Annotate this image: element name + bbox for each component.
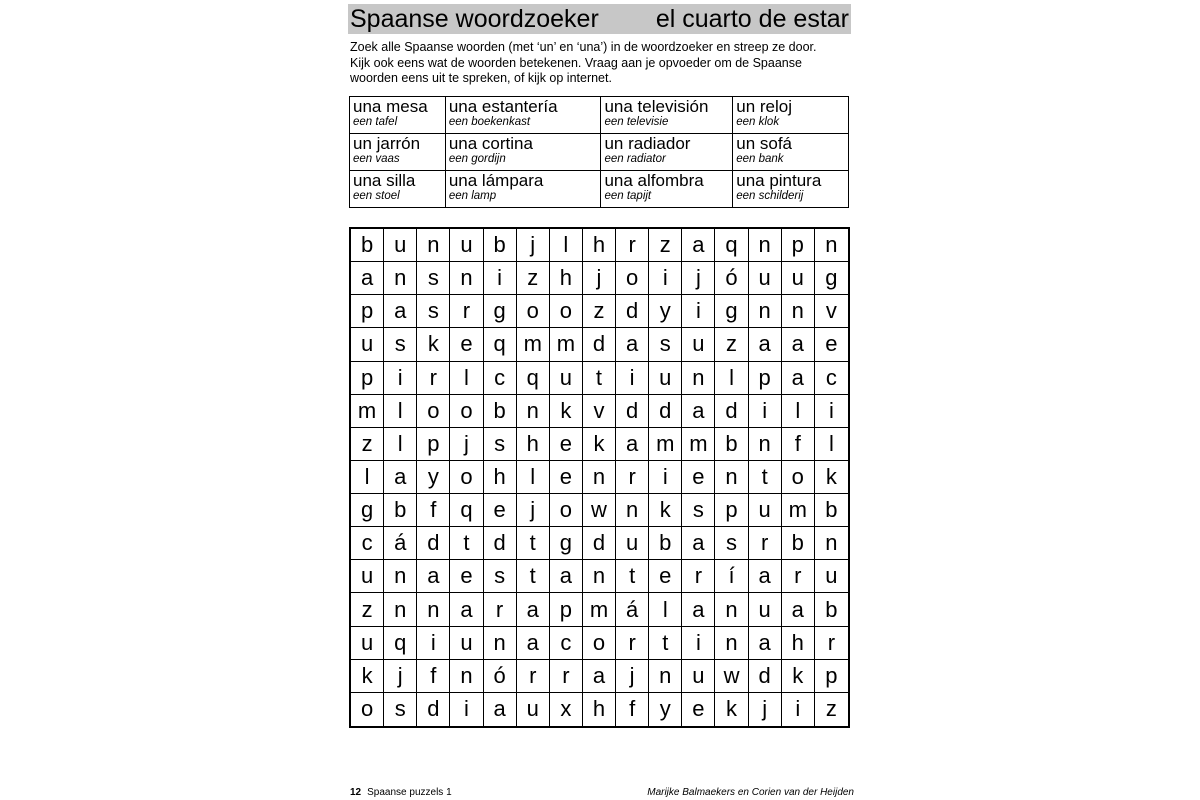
grid-letter-cell[interactable]: h bbox=[517, 428, 550, 461]
grid-letter-cell[interactable]: n bbox=[815, 527, 848, 560]
grid-letter-cell[interactable]: l bbox=[815, 428, 848, 461]
grid-letter-cell[interactable]: s bbox=[484, 428, 517, 461]
grid-letter-cell[interactable]: q bbox=[517, 362, 550, 395]
vocabulary-cell bbox=[350, 171, 446, 208]
vocabulary-cell bbox=[601, 171, 733, 208]
grid-letter-cell[interactable]: l bbox=[715, 362, 748, 395]
grid-letter-cell[interactable]: u bbox=[450, 229, 483, 262]
grid-letter-cell[interactable]: r bbox=[450, 295, 483, 328]
grid-letter-cell[interactable]: r bbox=[417, 362, 450, 395]
vocabulary-cell bbox=[350, 97, 446, 134]
grid-letter-cell[interactable]: p bbox=[351, 295, 384, 328]
grid-letter-cell[interactable]: o bbox=[450, 395, 483, 428]
dutch-translation: een vaas bbox=[353, 153, 400, 165]
grid-letter-cell[interactable]: n bbox=[782, 295, 815, 328]
grid-letter-cell[interactable]: o bbox=[550, 494, 583, 527]
grid-letter-cell[interactable]: t bbox=[616, 560, 649, 593]
grid-letter-cell[interactable]: n bbox=[715, 593, 748, 626]
grid-letter-cell[interactable]: a bbox=[749, 328, 782, 361]
grid-letter-cell[interactable]: i bbox=[782, 693, 815, 726]
grid-letter-cell[interactable]: b bbox=[649, 527, 682, 560]
dutch-translation: een boekenkast bbox=[448, 116, 531, 128]
grid-letter-cell[interactable]: o bbox=[616, 262, 649, 295]
spanish-word: una televisión bbox=[604, 97, 709, 116]
vocabulary-cell bbox=[733, 171, 849, 208]
grid-letter-cell[interactable]: b bbox=[715, 428, 748, 461]
grid-letter-cell[interactable]: z bbox=[351, 428, 384, 461]
grid-letter-cell[interactable]: d bbox=[749, 660, 782, 693]
book-title: Spaanse puzzels 1 bbox=[367, 787, 452, 798]
grid-letter-cell[interactable]: q bbox=[715, 229, 748, 262]
grid-letter-cell[interactable]: u bbox=[749, 494, 782, 527]
grid-letter-cell[interactable]: z bbox=[825, 696, 837, 722]
grid-letter-cell[interactable]: b bbox=[484, 229, 517, 262]
grid-letter-cell[interactable]: l bbox=[550, 229, 583, 262]
grid-letter-cell[interactable]: á bbox=[384, 527, 417, 560]
grid-letter-cell[interactable]: g bbox=[351, 494, 384, 527]
grid-letter-cell[interactable]: í bbox=[715, 560, 748, 593]
grid-letter-cell[interactable]: a bbox=[351, 262, 384, 295]
grid-letter-cell[interactable]: i bbox=[384, 362, 417, 395]
dutch-translation: een gordijn bbox=[448, 153, 506, 165]
grid-letter-cell[interactable]: p bbox=[815, 660, 848, 693]
dutch-translation: een tapijt bbox=[604, 190, 652, 202]
grid-letter-cell[interactable]: a bbox=[782, 593, 815, 626]
grid-letter-cell[interactable]: c bbox=[351, 527, 384, 560]
word-search-grid bbox=[349, 227, 850, 728]
grid-letter-cell[interactable]: u bbox=[351, 328, 384, 361]
grid-letter-cell[interactable]: a bbox=[782, 362, 815, 395]
grid-letter-cell[interactable]: f bbox=[417, 660, 450, 693]
grid-letter-cell[interactable]: u bbox=[351, 627, 384, 660]
grid-letter-cell[interactable]: m bbox=[351, 395, 384, 428]
grid-letter-cell[interactable]: r bbox=[616, 229, 649, 262]
grid-letter-cell[interactable]: l bbox=[649, 593, 682, 626]
spanish-word: una pintura bbox=[736, 171, 822, 190]
dutch-translation: een radiator bbox=[604, 153, 666, 165]
grid-letter-cell[interactable]: a bbox=[384, 295, 417, 328]
dutch-translation: een televisie bbox=[604, 116, 669, 128]
grid-letter-cell[interactable]: u bbox=[649, 362, 682, 395]
grid-letter-cell[interactable]: p bbox=[417, 428, 450, 461]
vocabulary-cell bbox=[350, 134, 446, 171]
grid-letter-cell[interactable]: b bbox=[484, 395, 517, 428]
spanish-word: una cortina bbox=[448, 134, 533, 153]
grid-letter-cell[interactable]: o bbox=[517, 295, 550, 328]
grid-letter-cell[interactable]: a bbox=[682, 527, 715, 560]
grid-letter-cell[interactable]: j bbox=[583, 262, 616, 295]
grid-letter-cell[interactable]: i bbox=[682, 627, 715, 660]
page-topic: el cuarto de estar bbox=[655, 5, 849, 33]
grid-letter-cell[interactable]: k bbox=[583, 428, 616, 461]
grid-letter-cell[interactable]: h bbox=[782, 627, 815, 660]
grid-letter-cell[interactable]: i bbox=[682, 295, 715, 328]
grid-letter-cell[interactable]: d bbox=[715, 395, 748, 428]
grid-letter-cell[interactable]: n bbox=[417, 593, 450, 626]
grid-letter-cell[interactable]: t bbox=[583, 362, 616, 395]
grid-letter-cell[interactable]: z bbox=[351, 593, 384, 626]
grid-letter-cell[interactable]: p bbox=[715, 494, 748, 527]
grid-letter-cell[interactable]: s bbox=[417, 295, 450, 328]
grid-letter-cell[interactable]: i bbox=[649, 461, 682, 494]
grid-letter-cell[interactable]: d bbox=[616, 395, 649, 428]
grid-letter-cell[interactable]: z bbox=[715, 328, 748, 361]
grid-letter-cell[interactable]: t bbox=[749, 461, 782, 494]
grid-letter-cell[interactable]: a bbox=[550, 560, 583, 593]
grid-letter-cell[interactable]: h bbox=[550, 262, 583, 295]
grid-letter-cell[interactable]: a bbox=[749, 627, 782, 660]
grid-letter-cell[interactable]: h bbox=[583, 693, 616, 726]
grid-letter-cell[interactable]: a bbox=[384, 461, 417, 494]
grid-letter-cell[interactable]: k bbox=[815, 461, 848, 494]
grid-letter-cell[interactable]: j bbox=[616, 660, 649, 693]
grid-letter-cell[interactable]: k bbox=[649, 494, 682, 527]
grid-letter-cell[interactable]: r bbox=[484, 593, 517, 626]
vocabulary-cell bbox=[601, 134, 733, 171]
grid-letter-cell[interactable]: g bbox=[715, 295, 748, 328]
grid-letter-cell[interactable]: b bbox=[384, 494, 417, 527]
grid-letter-cell[interactable]: a bbox=[682, 593, 715, 626]
grid-letter-cell[interactable]: b bbox=[351, 229, 384, 262]
grid-letter-cell[interactable]: t bbox=[517, 527, 550, 560]
footer-authors: Marijke Balmaekers en Corien van der Heijden bbox=[647, 787, 854, 798]
spanish-word: una estantería bbox=[448, 97, 558, 116]
instruction-line: woorden eens uit te spreken, of kijk op internet. bbox=[350, 71, 612, 85]
grid-letter-cell[interactable]: c bbox=[484, 362, 517, 395]
grid-letter-cell[interactable]: j bbox=[682, 262, 715, 295]
grid-letter-cell[interactable]: n bbox=[417, 229, 450, 262]
grid-letter-cell[interactable]: n bbox=[450, 660, 483, 693]
grid-letter-cell[interactable]: r bbox=[616, 627, 649, 660]
grid-letter-cell[interactable]: q bbox=[384, 627, 417, 660]
vocabulary-table bbox=[349, 96, 849, 208]
grid-letter-cell[interactable]: z bbox=[649, 229, 682, 262]
grid-letter-cell[interactable]: ó bbox=[484, 660, 517, 693]
grid-letter-cell[interactable]: w bbox=[583, 494, 616, 527]
grid-letter-cell[interactable]: o bbox=[782, 461, 815, 494]
grid-letter-cell[interactable]: a bbox=[782, 328, 815, 361]
grid-letter-cell[interactable]: i bbox=[484, 262, 517, 295]
grid-letter-cell[interactable]: a bbox=[484, 693, 517, 726]
grid-letter-cell[interactable]: a bbox=[749, 560, 782, 593]
vocabulary-row bbox=[350, 97, 849, 134]
vocabulary-row bbox=[350, 171, 849, 208]
grid-letter-cell[interactable]: u bbox=[384, 229, 417, 262]
vocabulary-row bbox=[350, 134, 849, 171]
grid-letter-cell[interactable]: y bbox=[649, 693, 682, 726]
vocabulary-cell bbox=[733, 97, 849, 134]
grid-letter-cell[interactable]: u bbox=[517, 693, 550, 726]
grid-letter-cell[interactable]: n bbox=[484, 627, 517, 660]
grid-letter-cell[interactable]: o bbox=[450, 461, 483, 494]
grid-letter-cell[interactable]: i bbox=[649, 262, 682, 295]
grid-letter-cell[interactable]: s bbox=[384, 693, 417, 726]
spanish-word: una silla bbox=[353, 171, 416, 190]
grid-letter-cell[interactable]: n bbox=[616, 494, 649, 527]
instruction-line: Zoek alle Spaanse woorden (met ‘un’ en ‘una’) in de woordzoeker en streep ze door. bbox=[350, 40, 817, 54]
grid-letter-cell[interactable]: d bbox=[484, 527, 517, 560]
grid-letter-cell[interactable]: g bbox=[484, 295, 517, 328]
grid-letter-cell[interactable]: f bbox=[616, 693, 649, 726]
grid-letter-cell[interactable]: n bbox=[450, 262, 483, 295]
grid-letter-cell[interactable]: d bbox=[417, 527, 450, 560]
grid-letter-cell[interactable]: a bbox=[517, 593, 550, 626]
grid-letter-cell[interactable]: o bbox=[417, 395, 450, 428]
grid-letter-cell[interactable]: a bbox=[517, 627, 550, 660]
grid-letter-cell[interactable]: i bbox=[616, 362, 649, 395]
grid-letter-cell[interactable]: y bbox=[649, 295, 682, 328]
grid-letter-cell[interactable]: n bbox=[749, 295, 782, 328]
grid-letter-cell[interactable]: r bbox=[616, 461, 649, 494]
grid-letter-cell[interactable]: h bbox=[484, 461, 517, 494]
grid-letter-cell[interactable]: á bbox=[616, 593, 649, 626]
grid-letter-cell[interactable]: a bbox=[616, 328, 649, 361]
grid-letter-cell[interactable]: e bbox=[682, 693, 715, 726]
grid-letter-cell[interactable]: u bbox=[351, 560, 384, 593]
spanish-word: una mesa bbox=[353, 97, 428, 116]
grid-letter-cell[interactable]: u bbox=[450, 627, 483, 660]
grid-letter-cell[interactable]: d bbox=[583, 328, 616, 361]
grid-letter-cell[interactable]: e bbox=[450, 328, 483, 361]
grid-letter-cell[interactable]: l bbox=[782, 395, 815, 428]
grid-letter-cell[interactable]: a bbox=[583, 660, 616, 693]
grid-letter-cell[interactable]: u bbox=[550, 362, 583, 395]
grid-letter-cell[interactable]: e bbox=[682, 461, 715, 494]
grid-letter-cell[interactable]: n bbox=[715, 627, 748, 660]
grid-letter-cell[interactable]: m bbox=[682, 428, 715, 461]
grid-letter-cell[interactable]: i bbox=[417, 627, 450, 660]
grid-letter-cell[interactable]: d bbox=[417, 693, 450, 726]
grid-letter-cell[interactable]: j bbox=[517, 229, 550, 262]
grid-letter-cell[interactable]: o bbox=[583, 627, 616, 660]
grid-letter-cell[interactable]: q bbox=[484, 328, 517, 361]
grid-letter-cell[interactable]: n bbox=[384, 593, 417, 626]
vocabulary-cell bbox=[445, 134, 601, 171]
grid-letter-cell[interactable]: f bbox=[417, 494, 450, 527]
grid-letter-cell[interactable]: v bbox=[815, 295, 848, 328]
title-bar bbox=[348, 4, 851, 34]
grid-letter-cell[interactable]: m bbox=[583, 593, 616, 626]
grid-letter-cell[interactable]: o bbox=[550, 295, 583, 328]
grid-letter-cell[interactable]: e bbox=[484, 494, 517, 527]
grid-letter-cell[interactable]: j bbox=[517, 494, 550, 527]
grid-letter-cell[interactable]: l bbox=[351, 461, 384, 494]
spanish-word: un radiador bbox=[604, 134, 691, 153]
grid-letter-cell[interactable]: h bbox=[583, 229, 616, 262]
vocabulary-cell bbox=[733, 134, 849, 171]
grid-letter-cell[interactable]: t bbox=[649, 627, 682, 660]
grid-letter-cell[interactable]: k bbox=[782, 660, 815, 693]
grid-letter-cell[interactable]: c bbox=[550, 627, 583, 660]
grid-letter-cell[interactable]: a bbox=[682, 395, 715, 428]
footer-left bbox=[350, 787, 452, 798]
grid-letter-cell[interactable]: u bbox=[616, 527, 649, 560]
vocabulary-cell bbox=[445, 171, 601, 208]
grid-letter-cell[interactable]: n bbox=[384, 262, 417, 295]
grid-letter-cell[interactable]: u bbox=[782, 262, 815, 295]
grid-letter-cell[interactable]: k bbox=[715, 693, 748, 726]
instructions bbox=[350, 40, 850, 87]
grid-letter-cell[interactable]: f bbox=[782, 428, 815, 461]
grid-letter-cell[interactable]: y bbox=[417, 461, 450, 494]
dutch-translation: een schilderij bbox=[736, 190, 804, 202]
grid-letter-cell[interactable]: n bbox=[583, 560, 616, 593]
grid-letter-cell[interactable]: s bbox=[484, 560, 517, 593]
grid-letter-cell[interactable]: q bbox=[450, 494, 483, 527]
grid-letter-cell[interactable]: v bbox=[583, 395, 616, 428]
grid-letter-cell[interactable]: n bbox=[749, 428, 782, 461]
grid-letter-cell[interactable]: d bbox=[583, 527, 616, 560]
grid-letter-cell[interactable]: r bbox=[517, 660, 550, 693]
spanish-word: un jarrón bbox=[353, 134, 421, 153]
grid-letter-cell[interactable]: a bbox=[450, 593, 483, 626]
grid-letter-cell[interactable]: s bbox=[649, 328, 682, 361]
grid-letter-cell[interactable]: j bbox=[749, 693, 782, 726]
grid-letter-cell[interactable]: s bbox=[715, 527, 748, 560]
grid-letter-cell[interactable]: g bbox=[550, 527, 583, 560]
dutch-translation: een lamp bbox=[448, 190, 497, 202]
grid-letter-cell[interactable]: m bbox=[550, 328, 583, 361]
grid-letter-cell[interactable]: ó bbox=[715, 262, 748, 295]
vocabulary-cell bbox=[445, 97, 601, 134]
grid-letter-cell[interactable]: i bbox=[815, 395, 848, 428]
grid-letter-cell[interactable]: w bbox=[715, 660, 748, 693]
grid-letter-cell[interactable]: n bbox=[384, 560, 417, 593]
grid-letter-cell[interactable]: g bbox=[815, 262, 848, 295]
dutch-translation: een stoel bbox=[353, 190, 400, 202]
dutch-translation: een bank bbox=[736, 153, 784, 165]
grid-letter-cell[interactable]: u bbox=[815, 560, 848, 593]
grid-letter-cell[interactable]: r bbox=[749, 527, 782, 560]
grid-letter-cell[interactable]: c bbox=[815, 362, 848, 395]
grid-letter-cell[interactable]: a bbox=[682, 229, 715, 262]
grid-letter-cell[interactable]: b bbox=[815, 494, 848, 527]
grid-letter-cell[interactable]: a bbox=[616, 428, 649, 461]
grid-letter-cell[interactable]: m bbox=[782, 494, 815, 527]
page-number: 12 bbox=[350, 787, 362, 798]
grid-letter-cell[interactable]: p bbox=[749, 362, 782, 395]
grid-letter-cell[interactable]: n bbox=[749, 229, 782, 262]
grid-letter-cell[interactable]: l bbox=[384, 395, 417, 428]
grid-letter-cell[interactable]: d bbox=[616, 295, 649, 328]
grid-letter-cell[interactable]: i bbox=[450, 693, 483, 726]
grid-letter-cell[interactable]: b bbox=[782, 527, 815, 560]
vocabulary-cell bbox=[601, 97, 733, 134]
grid-letter-cell[interactable]: n bbox=[583, 461, 616, 494]
grid-letter-cell[interactable]: u bbox=[749, 593, 782, 626]
grid-letter-cell[interactable]: a bbox=[417, 560, 450, 593]
grid-letter-cell[interactable]: u bbox=[749, 262, 782, 295]
grid-letter-cell[interactable]: r bbox=[550, 660, 583, 693]
grid-letter-cell[interactable]: n bbox=[815, 229, 848, 262]
grid-letter-cell[interactable]: n bbox=[682, 362, 715, 395]
grid-letter-cell[interactable]: k bbox=[550, 395, 583, 428]
grid-letter-cell[interactable]: r bbox=[815, 627, 848, 660]
dutch-translation: een klok bbox=[736, 116, 780, 128]
grid-letter-cell[interactable]: n bbox=[715, 461, 748, 494]
spanish-word: un sofá bbox=[736, 134, 792, 153]
grid-letter-cell[interactable]: z bbox=[583, 295, 616, 328]
grid-letter-cell[interactable]: t bbox=[517, 560, 550, 593]
spanish-word: una lámpara bbox=[448, 171, 544, 190]
grid-letter-cell[interactable]: b bbox=[815, 593, 848, 626]
grid-letter-cell[interactable]: z bbox=[517, 262, 550, 295]
grid-letter-cell[interactable]: l bbox=[517, 461, 550, 494]
spanish-word: una alfombra bbox=[604, 171, 704, 190]
grid-letter-cell[interactable]: m bbox=[649, 428, 682, 461]
grid-letter-cell[interactable]: k bbox=[351, 660, 384, 693]
grid-letter-cell[interactable]: e bbox=[550, 461, 583, 494]
grid-letter-cell[interactable]: r bbox=[782, 560, 815, 593]
grid-letter-cell[interactable]: r bbox=[682, 560, 715, 593]
page-title: Spaanse woordzoeker bbox=[350, 5, 599, 33]
grid-letter-cell[interactable]: e bbox=[649, 560, 682, 593]
grid-letter-cell[interactable]: e bbox=[550, 428, 583, 461]
grid-letter-cell[interactable]: i bbox=[749, 395, 782, 428]
grid-letter-cell[interactable]: m bbox=[517, 328, 550, 361]
grid-letter-cell[interactable]: s bbox=[417, 262, 450, 295]
grid-letter-cell[interactable]: n bbox=[649, 660, 682, 693]
grid-letter-cell[interactable]: l bbox=[450, 362, 483, 395]
grid-letter-cell[interactable]: j bbox=[450, 428, 483, 461]
grid-letter-cell[interactable]: u bbox=[682, 660, 715, 693]
grid-letter-cell[interactable]: s bbox=[384, 328, 417, 361]
grid-letter-cell[interactable]: k bbox=[417, 328, 450, 361]
grid-letter-cell[interactable]: t bbox=[450, 527, 483, 560]
grid-letter-cell[interactable]: p bbox=[351, 362, 384, 395]
grid-letter-cell[interactable]: p bbox=[550, 593, 583, 626]
grid-letter-cell[interactable]: x bbox=[550, 693, 583, 726]
grid-letter-cell[interactable]: e bbox=[450, 560, 483, 593]
grid-letter-cell[interactable]: o bbox=[351, 693, 384, 726]
spanish-word: un reloj bbox=[736, 97, 792, 116]
grid-letter-cell[interactable]: l bbox=[384, 428, 417, 461]
grid-letter-cell[interactable]: p bbox=[782, 229, 815, 262]
grid-letter-cell[interactable]: u bbox=[682, 328, 715, 361]
grid-letter-cell[interactable]: j bbox=[384, 660, 417, 693]
instruction-line: Kijk ook eens wat de woorden betekenen. Vraag aan je opvoeder om de Spaanse bbox=[350, 55, 802, 70]
grid-letter-cell[interactable]: d bbox=[649, 395, 682, 428]
grid-letter-cell[interactable]: n bbox=[517, 395, 550, 428]
grid-letter-cell[interactable]: s bbox=[682, 494, 715, 527]
dutch-translation: een tafel bbox=[353, 116, 398, 128]
grid-letter-cell[interactable]: e bbox=[815, 328, 848, 361]
